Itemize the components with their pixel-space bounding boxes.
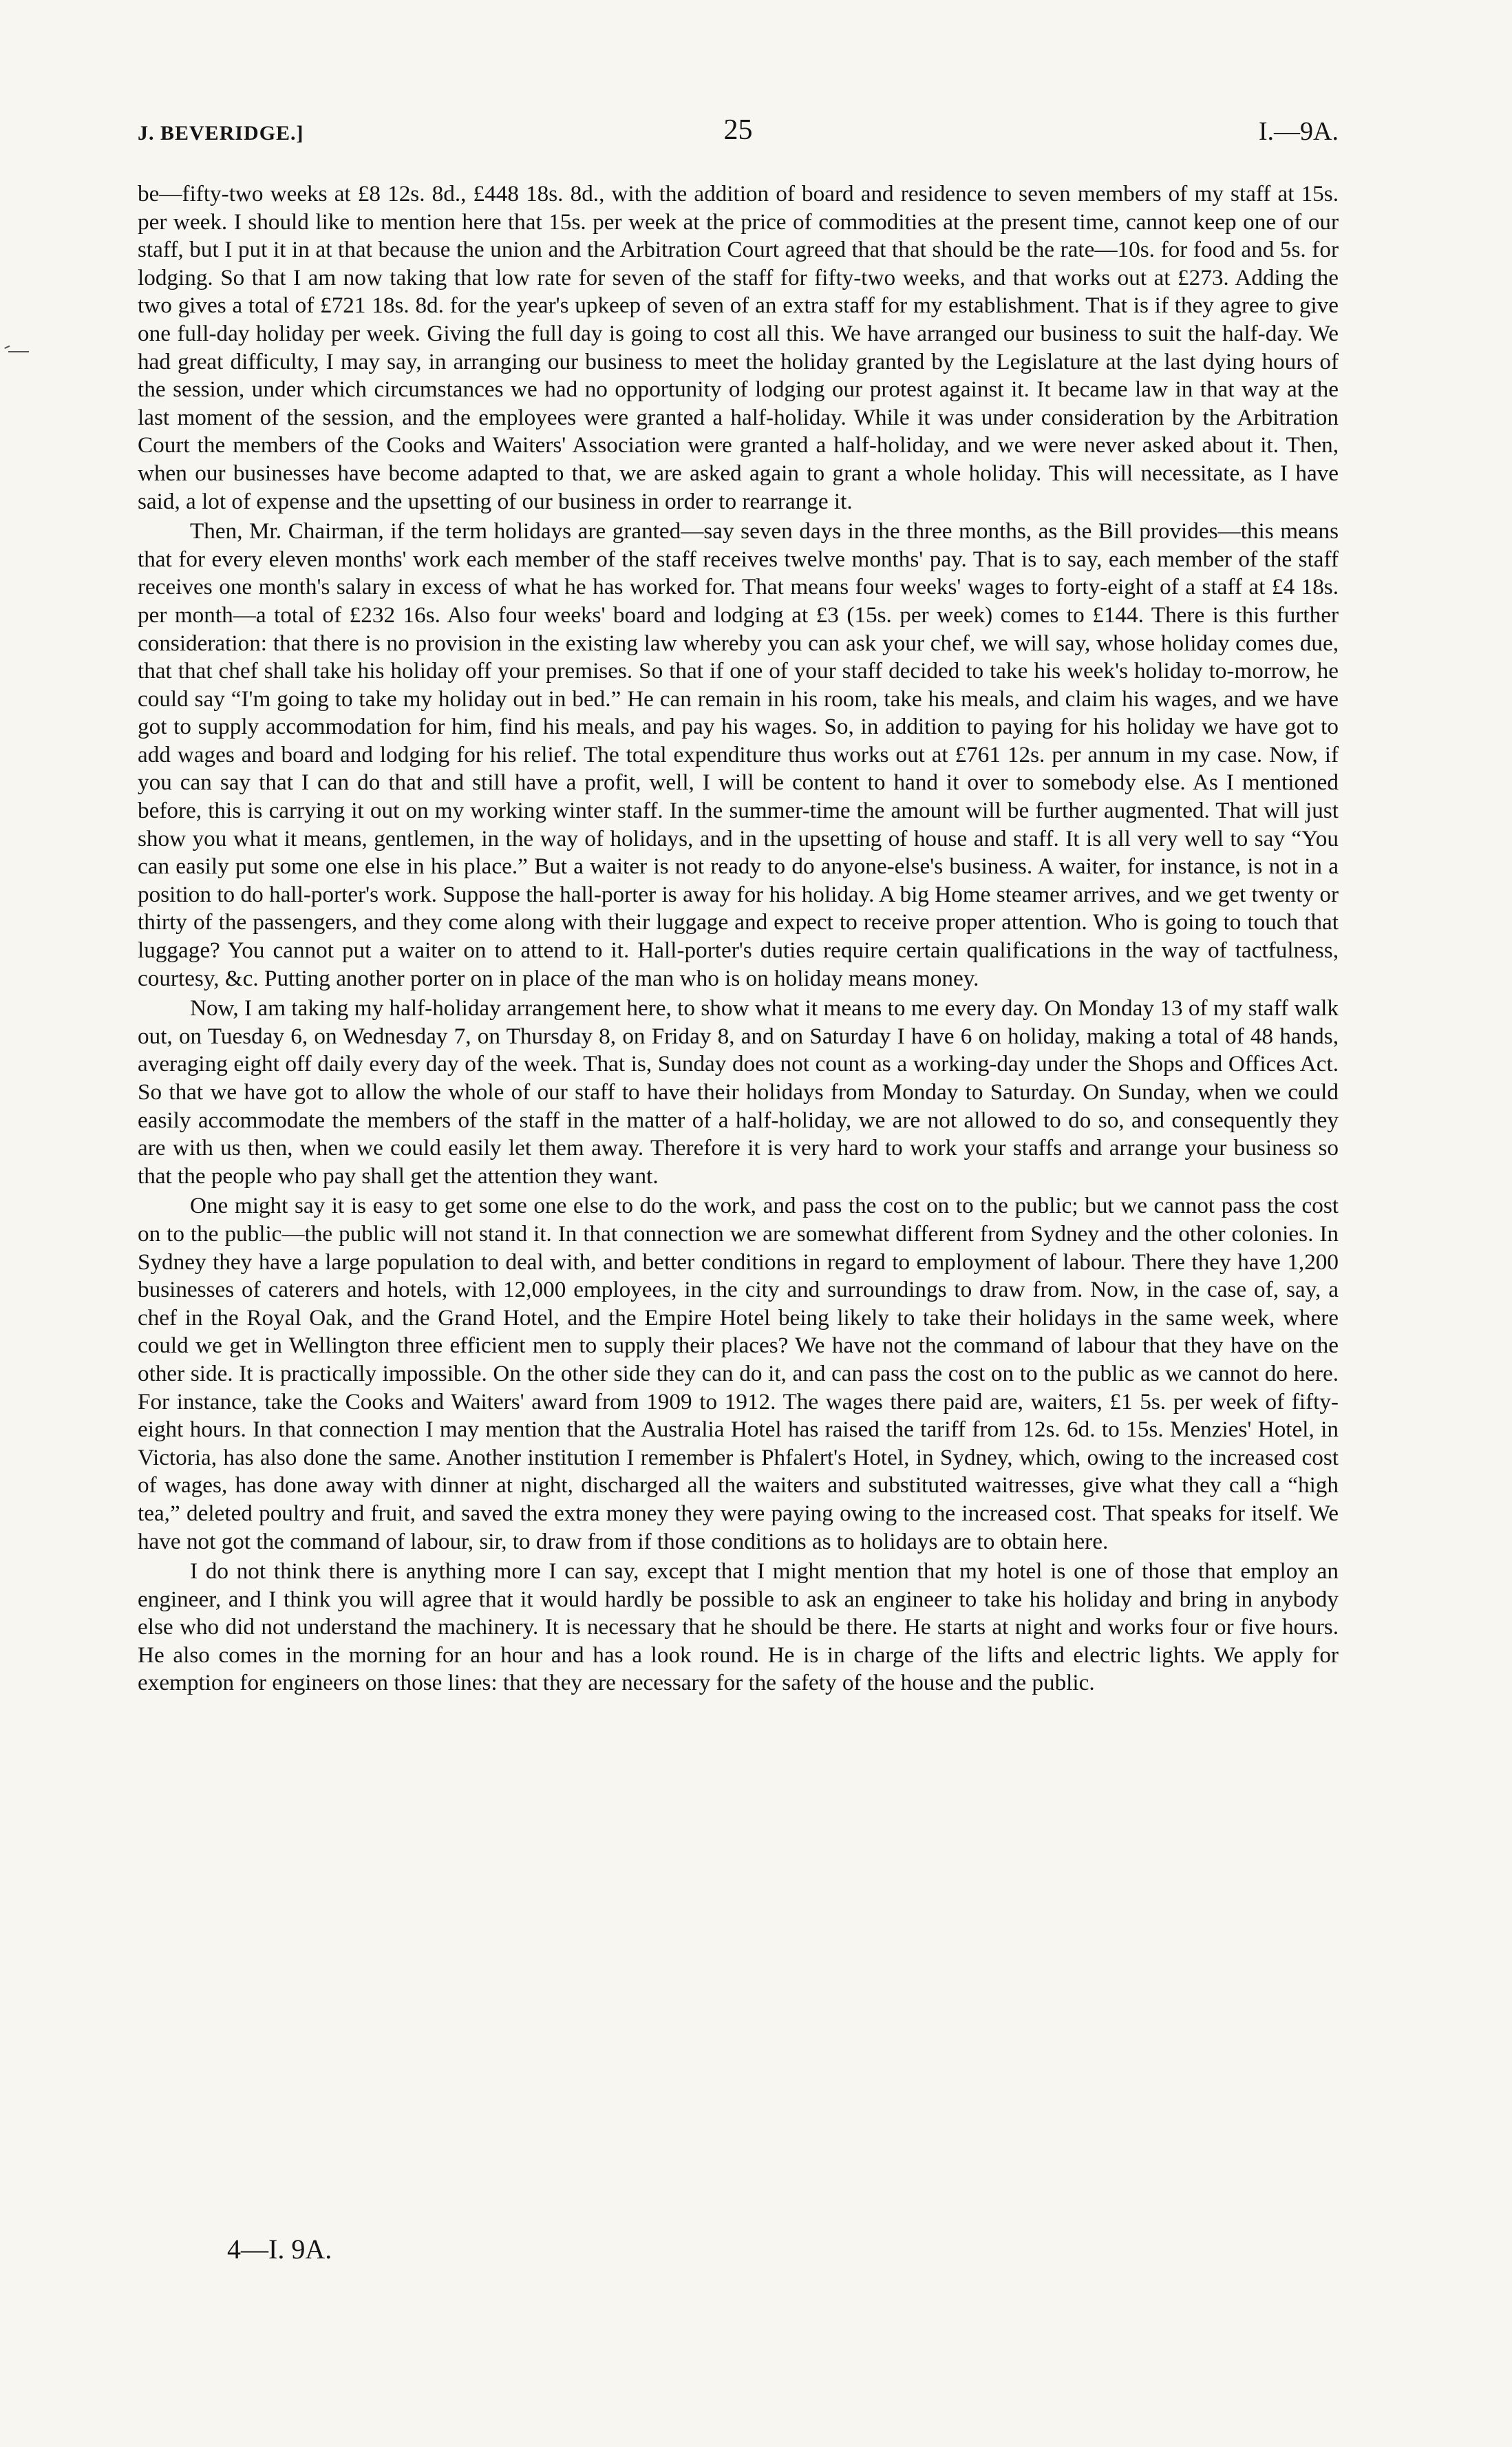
page-header xyxy=(138,114,1339,155)
header-author: J. BEVERIDGE.] xyxy=(138,122,304,145)
margin-mark xyxy=(8,351,29,352)
signature-mark: 4—I. 9A. xyxy=(227,2234,332,2265)
body-text xyxy=(138,180,1339,1699)
paragraph-4: One might say it is easy to get some one else to do the work, and pass the cost on to the public; but we cannot pass the cost on to the public—the public will not stand it. In that connection we are somewhat different from Sydney and the other colonies. In Sydney they have a large population to deal with, and better conditions in regard to employment of labour. There they have 1,200 businesses of caterers and hotels, with 12,000 employees, in the city and surroundings to draw from. Now, in the case of, say, a chef in the Royal Oak, and the Grand Hotel, and the Empire Hotel being likely to take their holidays in the same week, where could we get in Wellington three efficient men to supply their places? We have not the command of labour that they have on the other side. It is practically impossible. On the other side they can do it, and can pass the cost on to the public as we cannot do here. For instance, take the Cooks and Waiters' award from 1909 to 1912. The wages there paid are, waiters, £1 5s. per week of fifty-eight hours. In that connection I may mention that the Australia Hotel has raised the tariff from 12s. 6d. to 15s. Menzies' Hotel, in Victoria, has also done the same. Another institution I remember is Phfalert's Hotel, in Sydney, which, owing to the increased cost of wages, has done away with dinner at night, discharged all the waiters and substituted waitresses, give what they call a “high tea,” deleted poultry and fruit, and saved the extra money they were paying owing to the increased cost. That speaks for itself. We have not got the command of labour, sir, to draw from if those conditions as to holidays are to obtain here. xyxy=(138,1193,1339,1554)
page-number: 25 xyxy=(723,114,753,146)
paragraph-1: be—fifty-two weeks at £8 12s. 8d., £448 18s. 8d., with the addition of board and residence to seven members of my staff at 15s. per week. I should like to mention here that 15s. per week at the price of commodities at the present time, cannot keep one of our staff, but I put it in at that because the union and the Arbitration Court agreed that that should be the rate—10s. for food and 5s. for lodging. So that I am now taking that low rate for seven of the staff for fifty-two weeks, and that works out at £273. Adding the two gives a total of £721 18s. 8d. for the year's upkeep of seven of an extra staff for my establishment. That is if they agree to give one full-day holiday per week. Giving the full day is going to cost all this. We have arranged our business to suit the half-day. We had great difficulty, I may say, in arranging our business to meet the holiday granted by the Legislature at the last dying hours of the session, under which circumstances we had no opportunity of lodging our protest against it. It became law in that way at the last moment of the session, and the employees were granted a half-holiday. While it was under consideration by the Arbitration Court the members of the Cooks and Waiters' Association were granted a half-holiday, and we were never asked about it. Then, when our businesses have become adapted to that, we are asked again to grant a whole holiday. This will necessitate, as I have said, a lot of expense and the upsetting of our business in order to rearrange it. xyxy=(138,181,1339,514)
paragraph-5: I do not think there is anything more I can say, except that I might mention that my hotel is one of those that employ an engineer, and I think you will agree that it would hardly be possible to ask an engineer to take his holiday and bring in anybody else who did not understand the machinery. It is necessary that he should be there. He starts at night and works four or five hours. He also comes in the morning for an hour and has a look round. He is in charge of the lifts and electric lights. We apply for exemption for engineers on those lines: that they are necessary for the safety of the house and the public. xyxy=(138,1558,1339,1696)
document-reference: I.—9A. xyxy=(1258,117,1339,146)
paragraph-3: Now, I am taking my half-holiday arrangement here, to show what it means to me every day. On Monday 13 of my staff walk out, on Tuesday 6, on Wednesday 7, on Thursday 8, on Friday 8, and on Saturday I have 6 on holiday, making a total of 48 hands, averaging eight off daily every day of the week. That is, Sunday does not count as a working-day under the Shops and Offices Act. So that we have got to allow the whole of our staff to have their holidays from Monday to Saturday. On Sunday, when we could easily accommodate the members of the staff in the matter of a half-holiday, we are not allowed to do so, and consequently they are with us then, when we could easily let them away. Therefore it is very hard to work your staffs and arrange your business so that the people who pay shall get the attention they want. xyxy=(138,995,1339,1189)
paragraph-2: Then, Mr. Chairman, if the term holidays are granted—say seven days in the three months, as the Bill provides—this means that for every eleven months' work each member of the staff receives twelve months' pay. That is to say, each member of the staff receives one month's salary in excess of what he has worked for. That means four weeks' wages to forty-eight of a staff at £4 18s. per month—a total of £232 16s. Also four weeks' board and lodging at £3 (15s. per week) comes to £144. There is this further consideration: that there is no provision in the existing law whereby you can ask your chef, we will say, whose holiday comes due, that that chef shall take his holiday off your premises. So that if one of your staff decided to take his week's holiday to-morrow, he could say “I'm going to take my holiday out in bed.” He can remain in his room, take his meals, and claim his wages, and we have got to supply accommodation for him, find his meals, and pay his wages. So, in addition to paying for his holiday we have got to add wages and board and lodging for his relief. The total expenditure thus works out at £761 12s. per annum in my case. Now, if you can say that I can do that and still have a profit, well, I will be content to hand it over to somebody else. As I mentioned before, this is carrying it out on my working winter staff. In the summer-time the amount will be further augmented. That will just show you what it means, gentlemen, in the way of holidays, and in the upsetting of house and staff. It is all very well to say “You can easily put some one else in his place.” But a waiter is not ready to do anyone-else's business. A waiter, for instance, is not in a position to do hall-porter's work. Suppose the hall-porter is away for his holiday. A big Home steamer arrives, and we get twenty or thirty of the passengers, and they come along with their luggage and expect to receive proper attention. Who is going to touch that luggage? You cannot put a waiter on to attend to it. Hall-porter's duties require certain qualifications in the way of tactfulness, courtesy, &c. Putting another porter on in place of the man who is on holiday means money. xyxy=(138,518,1339,991)
